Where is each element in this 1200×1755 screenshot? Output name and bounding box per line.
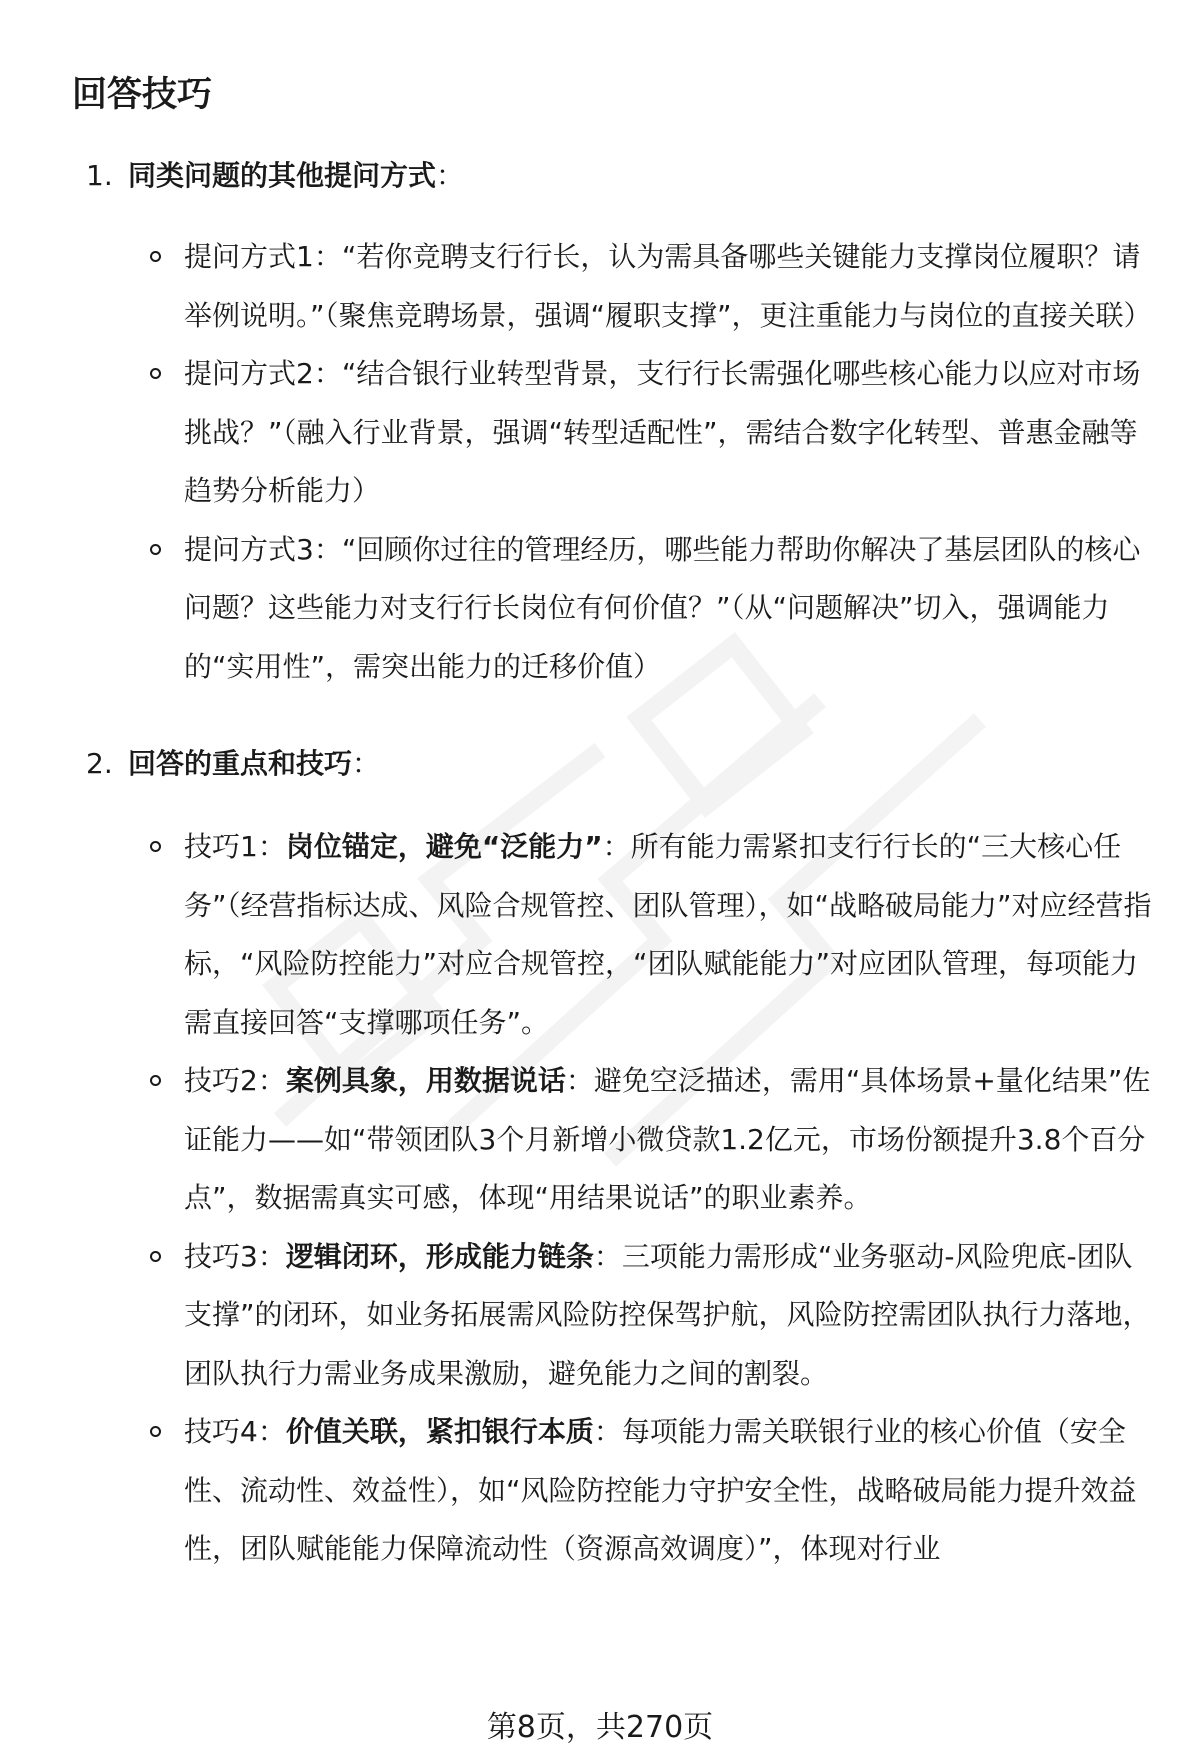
tip-3-emphasis: 逻辑闭环，形成能力链条 bbox=[285, 1239, 594, 1273]
section-1-list bbox=[150, 228, 1160, 696]
section-2-heading bbox=[86, 744, 380, 784]
hollow-bullet-icon bbox=[150, 1075, 161, 1086]
question-variant-1: 提问方式1：“若你竞聘支行行长，认为需具备哪些关键能力支撑岗位履职？请举例说明。”（聚焦竞聘场景，强调“履职支撑”，更注重能力与岗位的直接关联） bbox=[184, 240, 1152, 332]
tip-1-emphasis: 岗位锚定，避免“泛能力” bbox=[285, 830, 603, 863]
hollow-bullet-icon bbox=[150, 1251, 161, 1262]
tip-2-emphasis: 案例具象，用数据说话 bbox=[285, 1064, 566, 1097]
tip-1-body: ：所有能力需紧扣支行行长的“三大核心任务”（经营指标达成、风险合规管控、团队管理），如“战略破局能力”对应经营指标，“风险防控能力”对应合规管控，“团队赋能能力”对应团队管理，每项能力需直接回答“支撑哪项任务”。 bbox=[184, 830, 1152, 1039]
list-item bbox=[150, 1052, 1160, 1228]
section-1-number: 1. bbox=[86, 159, 113, 192]
section-2-list bbox=[150, 818, 1160, 1579]
section-2-number: 2. bbox=[86, 747, 113, 780]
tip-4-body: ：每项能力需关联银行业的核心价值（安全性、流动性、效益性），如“风险防控能力守护安全性，战略破局能力提升效益性，团队赋能能力保障流动性（资源高效调度）”，体现对行业 bbox=[184, 1415, 1137, 1565]
tip-4-prefix: 技巧4： bbox=[184, 1415, 286, 1448]
tip-2-body: ：避免空泛描述，需用“具体场景+量化结果”佐证能力——如“带领团队3个月新增小微贷款1.2亿元，市场份额提升3.8个百分点”，数据需真实可感，体现“用结果说话”的职业素养。 bbox=[184, 1064, 1151, 1214]
list-item bbox=[150, 1228, 1160, 1404]
hollow-bullet-icon bbox=[150, 544, 161, 555]
page-title: 回答技巧 bbox=[72, 75, 213, 115]
list-item bbox=[150, 521, 1160, 697]
section-2-colon: ： bbox=[352, 747, 381, 780]
tip-3-body: ：三项能力需形成“业务驱动-风险兜底-团队支撑”的闭环，如业务拓展需风险防控保驾护航，风险防控需团队执行力落地，团队执行力需业务成果激励，避免能力之间的割裂。 bbox=[184, 1239, 1151, 1390]
question-variant-3: 提问方式3：“回顾你过往的管理经历，哪些能力帮助你解决了基层团队的核心问题？这些能力对支行行长岗位有何价值？”（从“问题解决”切入，强调能力的“实用性”，需突出能力的迁移价值） bbox=[184, 532, 1141, 683]
tip-1-prefix: 技巧1： bbox=[184, 830, 286, 863]
list-item bbox=[150, 1403, 1160, 1579]
section-1-heading bbox=[86, 156, 464, 196]
tip-3-prefix: 技巧3： bbox=[184, 1239, 286, 1273]
section-2-title: 回答的重点和技巧 bbox=[128, 747, 353, 780]
hollow-bullet-icon bbox=[150, 251, 161, 262]
list-item bbox=[150, 228, 1160, 345]
tip-4-emphasis: 价值关联，紧扣银行本质 bbox=[285, 1415, 594, 1448]
tip-2-prefix: 技巧2： bbox=[184, 1064, 286, 1097]
hollow-bullet-icon bbox=[150, 368, 161, 379]
list-item bbox=[150, 345, 1160, 521]
question-variant-2: 提问方式2：“结合银行业转型背景，支行行长需强化哪些核心能力以应对市场挑战？”（融入行业背景，强调“转型适配性”，需结合数字化转型、普惠金融等趋势分析能力） bbox=[184, 357, 1141, 507]
hollow-bullet-icon bbox=[150, 841, 161, 852]
list-item bbox=[150, 818, 1160, 1052]
page-footer: 第8页，共270页 bbox=[486, 1710, 714, 1745]
section-1-colon: ： bbox=[436, 159, 465, 192]
section-1-title: 同类问题的其他提问方式 bbox=[128, 159, 437, 192]
hollow-bullet-icon bbox=[150, 1426, 161, 1437]
